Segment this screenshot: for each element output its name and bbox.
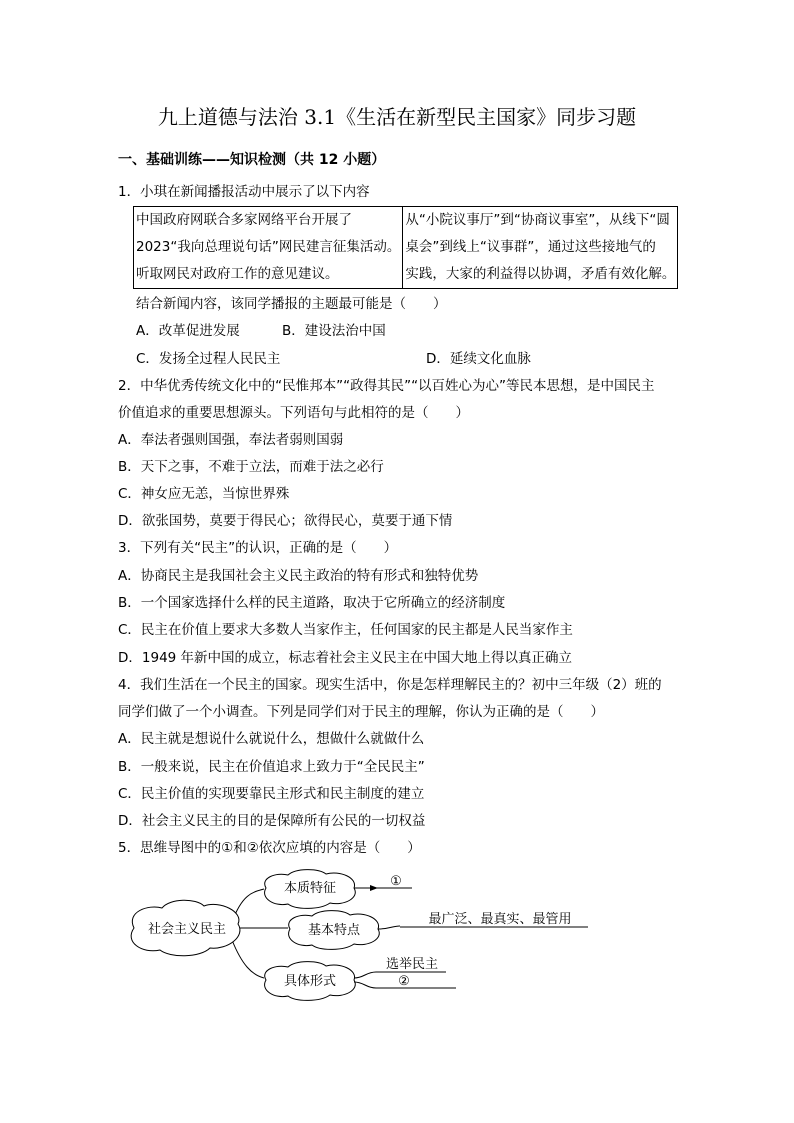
q3-option-c: C．民主在价值上要求大多数人当家作主，任何国家的民主都是人民当家作主 <box>118 622 573 638</box>
q4-option-b: B．一般来说，民主在价值追求上致力于“全民民主” <box>118 759 425 775</box>
mindmap-branch-2-connector <box>378 926 400 929</box>
mindmap-center-label: 社会主义民主 <box>147 922 227 937</box>
q2-stem-line-1: 2．中华优秀传统文化中的“民惟邦本”“政得其民”“以百姓心为心”等民本思想，是中国民主 <box>118 378 655 394</box>
q2-stem-line-2: 价值追求的重要思想源头。下列语句与此相符的是（ ） <box>118 405 469 421</box>
q1-option-b: B．建设法治中国 <box>282 323 386 339</box>
q5-stem: 5．思维导图中的①和②依次应填的内容是（ ） <box>118 840 421 856</box>
mindmap-branch-1-arrow <box>370 885 378 891</box>
q1-left-line-2: 2023“我向总理说句话”网民建言征集活动。 <box>136 239 401 255</box>
q1-right-line-1: 从“小院议事厅”到“协商议事室”，从线下“圆 <box>405 212 670 228</box>
page-title: 九上道德与法治 3.1《生活在新型民主国家》同步习题 <box>157 105 637 129</box>
mindmap-branch-1-value: ① <box>390 874 402 889</box>
q1-option-d: D．延续文化血脉 <box>426 351 531 367</box>
q1-right-line-2: 桌会”到线上“议事群”，通过这些接地气的 <box>405 239 656 255</box>
mindmap-branch-2-label: 基本特点 <box>307 923 361 938</box>
q4-option-c: C．民主价值的实现要靠民主形式和民主制度的建立 <box>118 786 425 802</box>
mindmap-branch-3-value-2: ② <box>398 974 410 989</box>
mindmap-branch-3-connector-upper <box>354 972 376 978</box>
q2-option-b: B．天下之事，不难于立法，而难于法之必行 <box>118 459 384 475</box>
q3-option-a: A．协商民主是我国社会主义民主政治的特有形式和独特优势 <box>118 568 479 584</box>
q1-left-line-1: 中国政府网联合多家网络平台开展了 <box>136 212 352 228</box>
q3-option-d: D．1949 年新中国的成立，标志着社会主义民主在中国大地上得以真正确立 <box>118 650 573 666</box>
q2-option-c: C．神女应无恙，当惊世界殊 <box>118 486 290 502</box>
q1-option-a: A．改革促进发展 <box>136 323 240 339</box>
mindmap-branch-1-label: 本质特征 <box>283 881 337 896</box>
q2-option-a: A．奉法者强则国强，奉法者弱则国弱 <box>118 432 344 448</box>
mindmap-branch-2-value: 最广泛、最真实、最管用 <box>428 912 572 927</box>
q1-question: 结合新闻内容，该同学播报的主题最可能是（ ） <box>136 296 447 312</box>
q4-stem-line-1: 4．我们生活在一个民主的国家。现实生活中，你是怎样理解民主的？初中三年级（2）班的 <box>118 677 662 693</box>
mindmap-branch-3-label: 具体形式 <box>283 974 337 989</box>
q2-option-d: D．欲张国势，莫要于得民心；欲得民心，莫要于通下情 <box>118 513 453 529</box>
mindmap-branch-3-value-1: 选举民主 <box>385 957 439 972</box>
q4-option-a: A．民主就是想说什么就说什么，想做什么就做什么 <box>118 731 425 747</box>
q3-stem: 3．下列有关“民主”的认识，正确的是（ ） <box>118 540 398 556</box>
q4-option-d: D．社会主义民主的目的是保障所有公民的一切权益 <box>118 813 426 829</box>
q1-stem: 1．小琪在新闻播报活动中展示了以下内容 <box>118 184 370 200</box>
q1-left-line-3: 听取网民对政府工作的意见建议。 <box>136 266 339 282</box>
section-heading: 一、基础训练——知识检测（共 12 小题） <box>118 152 386 168</box>
mindmap-connector-3 <box>232 940 264 978</box>
q1-right-line-3: 实践，大家的利益得以协调，矛盾有效化解。 <box>405 266 676 282</box>
q4-stem-line-2: 同学们做了一个小调查。下列是同学们对于民主的理解，你认为正确的是（ ） <box>118 704 604 720</box>
q1-option-c: C．发扬全过程人民民主 <box>136 351 281 367</box>
q3-option-b: B．一个国家选择什么样的民主道路，取决于它所确立的经济制度 <box>118 595 506 611</box>
mindmap-branch-3-connector-lower <box>354 982 376 988</box>
